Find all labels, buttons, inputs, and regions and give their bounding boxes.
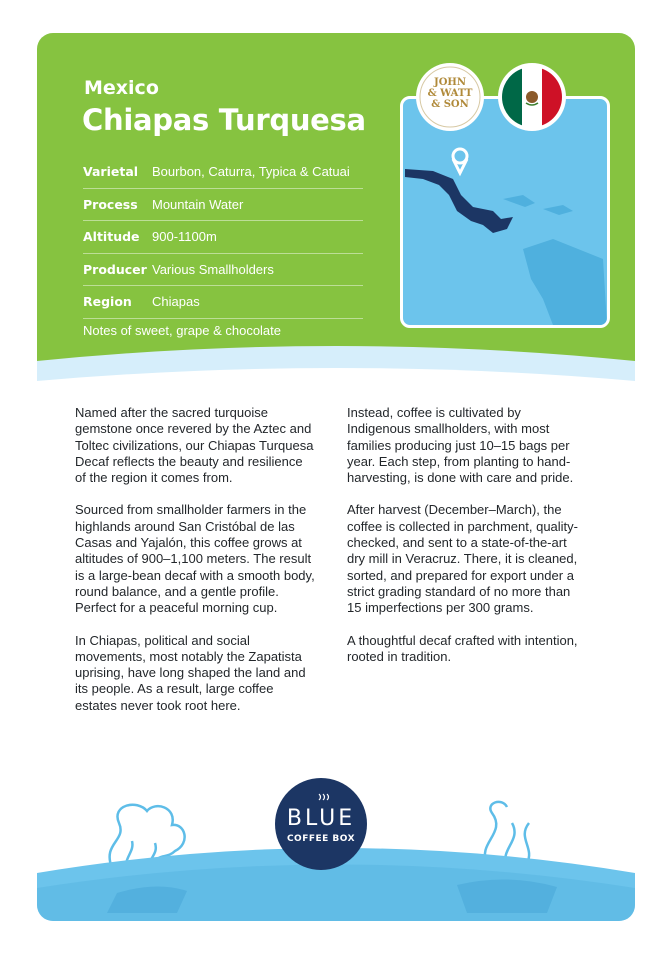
tasting-notes: Notes of sweet, grape & chocolate bbox=[83, 323, 282, 338]
body-column-right bbox=[347, 405, 587, 681]
importer-line: & WATT bbox=[427, 88, 473, 99]
spec-label: Varietal bbox=[83, 164, 139, 180]
importer-logo bbox=[416, 77, 484, 110]
body-paragraph: In Chiapas, political and social movements, most notably the Zapatista uprising, have long shaped the land and its people. As a result, large coffee estates never took root here. bbox=[75, 632, 306, 713]
mexico-flag-badge bbox=[498, 63, 566, 131]
spec-label: Altitude bbox=[83, 229, 140, 245]
spec-value: Various Smallholders bbox=[152, 261, 274, 277]
spec-row-producer bbox=[83, 254, 363, 287]
importer-badge bbox=[416, 63, 484, 131]
body-column-left bbox=[75, 405, 315, 730]
spec-row-varietal bbox=[83, 156, 363, 189]
location-pin-icon bbox=[453, 149, 467, 173]
map-icon bbox=[403, 99, 607, 325]
spec-value: Mountain Water bbox=[152, 196, 244, 212]
coffee-card bbox=[37, 33, 635, 921]
spec-table bbox=[83, 156, 363, 319]
body-paragraph: Sourced from smallholder farmers in the highlands around San Cristóbal de las Casas and Yajalón, this coffee grows at altitudes of 900–1,100 meters. The result is a large-bean decaf with a smooth body, round balance, and a gentle profile. Perfect for a peaceful morning cup. bbox=[75, 502, 315, 616]
country-label: Mexico bbox=[84, 77, 159, 99]
importer-line: & SON bbox=[431, 99, 469, 110]
spec-value: Bourbon, Caturra, Typica & Catuai bbox=[152, 164, 350, 180]
body-paragraph: Instead, coffee is cultivated by Indigenous smallholders, with most families producing just 10–15 bags per year. Each step, from planting to hand-harvesting, is done with care and pride. bbox=[347, 405, 574, 486]
spec-row-region bbox=[83, 286, 363, 319]
spec-label: Region bbox=[83, 294, 132, 310]
body-paragraph: A thoughtful decaf crafted with intention, rooted in tradition. bbox=[347, 632, 578, 664]
logo-main-text: BLUE bbox=[286, 806, 356, 831]
blue-coffee-box-logo bbox=[275, 778, 367, 870]
spec-label: Process bbox=[83, 196, 138, 212]
body-paragraph: Named after the sacred turquoise gemstone once revered by the Aztec and Toltec civilizations, our Chiapas Turquesa Decaf reflects the beauty and resilience of the region it comes from. bbox=[75, 405, 314, 486]
logo-sub-text: COFFEE BOX bbox=[286, 834, 356, 844]
spec-value: Chiapas bbox=[152, 294, 200, 310]
spec-row-altitude bbox=[83, 221, 363, 254]
body-paragraph: After harvest (December–March), the coffee is collected in parchment, quality-checked, and sent to a state-of-the-art dry mill in Veracruz. There, it is cleaned, sorted, and prepared for export under a strict grading standard of no more than 15 imperfections per 300 grams. bbox=[347, 502, 578, 616]
page-title: Chiapas Turquesa bbox=[82, 103, 366, 137]
spec-row-process bbox=[83, 189, 363, 222]
importer-line: JOHN bbox=[433, 77, 467, 88]
mexico-flag-icon bbox=[498, 63, 566, 131]
spec-label: Producer bbox=[83, 261, 147, 277]
spec-value: 900-1100m bbox=[152, 229, 217, 245]
